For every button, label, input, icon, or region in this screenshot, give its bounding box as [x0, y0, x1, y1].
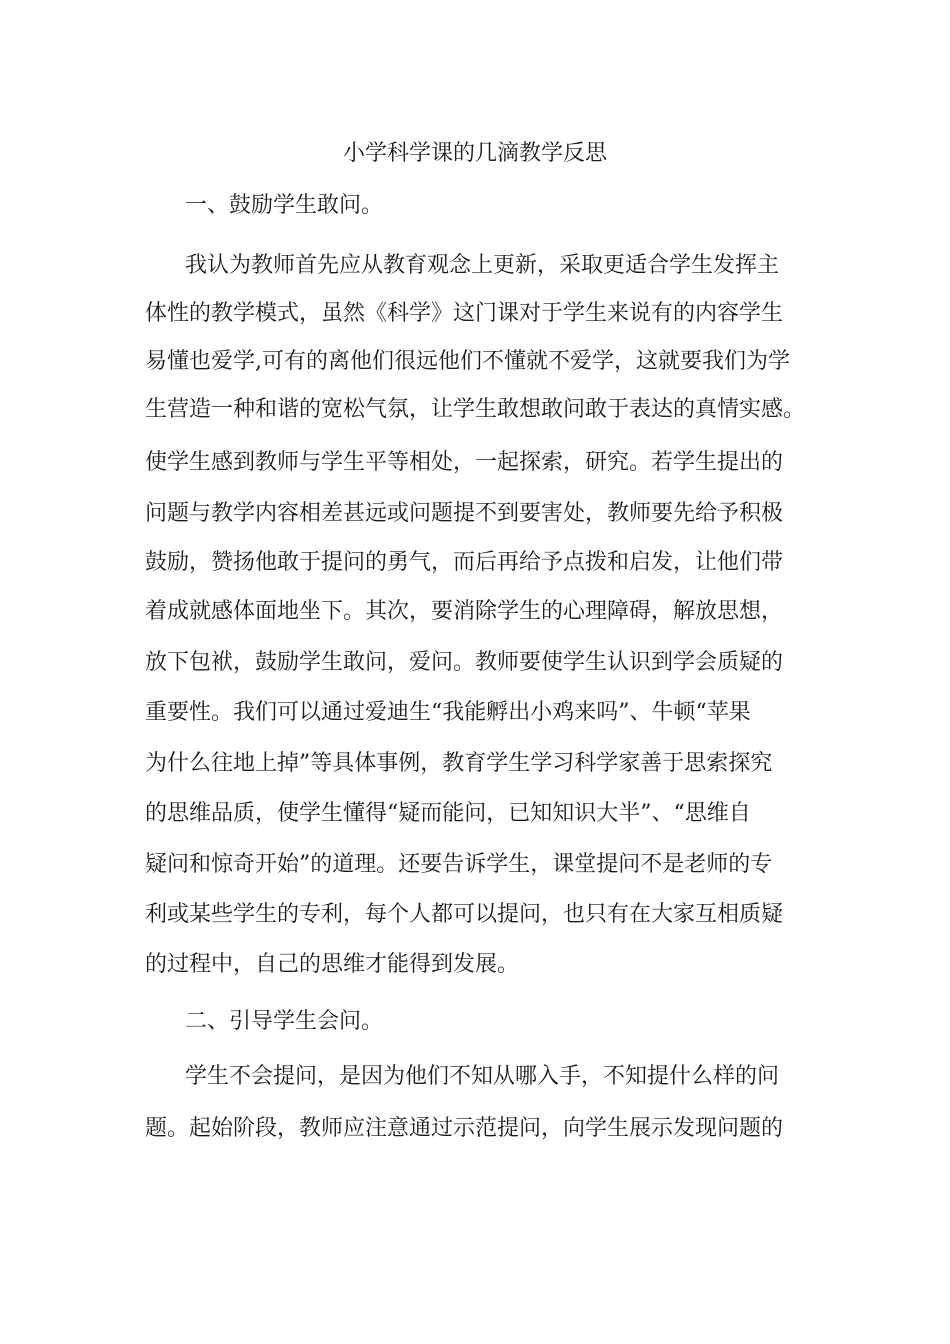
paragraph-line: 疑问和惊奇开始”的道理。还要告诉学生，课堂提问不是老师的专 — [145, 852, 773, 877]
section-heading-1: 一、鼓励学生敢问。 — [185, 193, 384, 218]
paragraph-line: 题。起始阶段，教师应注意通过示范提问，向学生展示发现问题的 — [145, 1116, 784, 1141]
section-heading-2: 二、引导学生会问。 — [185, 1009, 384, 1034]
document-title: 小学科学课的几滴教学反思 — [342, 141, 607, 166]
paragraph-line: 重要性。我们可以通过爱迪生“我能孵出小鸡来吗”、牛顿“苹果 — [145, 700, 751, 725]
paragraph-line: 生营造一种和谐的宽松气氛，让学生敢想敢问敢于表达的真情实感。 — [145, 397, 806, 422]
paragraph-line: 着成就感体面地坐下。其次，要消除学生的心理障碍，解放思想， — [145, 599, 784, 624]
paragraph-line: 为什么往地上掉”等具体事例，教育学生学习科学家善于思索探究 — [145, 751, 773, 776]
paragraph-line: 体性的教学模式，虽然《科学》这门课对于学生来说有的内容学生 — [145, 301, 784, 326]
paragraph-line: 问题与教学内容相差甚远或问题提不到要害处，教师要先给予积极 — [145, 501, 784, 526]
paragraph-line: 我认为教师首先应从教育观念上更新，采取更适合学生发挥主 — [185, 253, 780, 278]
paragraph-line: 使学生感到教师与学生平等相处，一起探索，研究。若学生提出的 — [145, 450, 784, 475]
paragraph-line: 鼓励，赞扬他敢于提问的勇气，而后再给予点拨和启发，让他们带 — [145, 550, 784, 575]
paragraph-line: 放下包袱，鼓励学生敢问，爱问。教师要使学生认识到学会质疑的 — [145, 650, 784, 675]
paragraph-line: 利或某些学生的专利，每个人都可以提问，也只有在大家互相质疑 — [145, 902, 784, 927]
paragraph-line: 学生不会提问，是因为他们不知从哪入手，不知提什么样的问 — [185, 1064, 780, 1089]
paragraph-line: 的过程中，自己的思维才能得到发展。 — [145, 952, 520, 977]
paragraph-line: 的思维品质，使学生懂得“疑而能问，已知知识大半”、“思维自 — [145, 801, 751, 826]
paragraph-line: 易懂也爱学,可有的离他们很远他们不懂就不爱学，这就要我们为学 — [145, 349, 790, 374]
